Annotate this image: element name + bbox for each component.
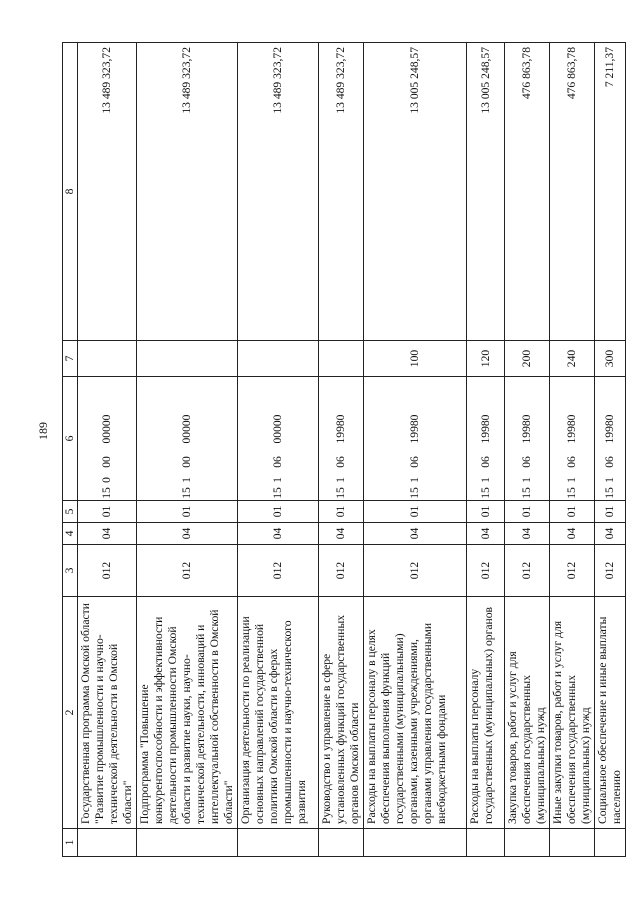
row-index-cell	[319, 829, 364, 857]
table-row	[78, 43, 137, 857]
code-program: 15	[520, 487, 533, 499]
section-code: 04	[364, 523, 467, 545]
header-col-8: 8	[63, 43, 78, 341]
row-index-cell	[550, 829, 595, 857]
admin-code: 012	[319, 545, 364, 597]
code-subprogram: 1	[180, 477, 193, 483]
section-code: 04	[78, 523, 137, 545]
header-col-5: 5	[63, 501, 78, 523]
code-direction: 19980	[334, 414, 347, 444]
section-code: 04	[505, 523, 550, 545]
table-row	[364, 43, 467, 857]
target-article-code	[550, 377, 595, 501]
header-col-2: 2	[63, 597, 78, 829]
code-direction: 19980	[565, 414, 578, 444]
table-row	[238, 43, 319, 857]
code-subprogram: 1	[478, 477, 492, 483]
section-code: 04	[467, 523, 505, 545]
section-code: 04	[319, 523, 364, 545]
row-name: Иные закупки товаров, работ и услуг для обеспечения государственных (муниципальных) нужд	[550, 597, 595, 829]
code-direction: 00000	[180, 414, 193, 444]
header-col-3: 3	[63, 545, 78, 597]
code-event: 06	[478, 456, 492, 468]
expense-type-code	[78, 341, 137, 377]
subsection-code: 01	[595, 501, 626, 523]
rotated-table-wrapper	[62, 43, 623, 857]
admin-code: 012	[550, 545, 595, 597]
row-index-cell	[78, 829, 137, 857]
table-row	[319, 43, 364, 857]
code-event: 06	[271, 456, 284, 468]
code-direction: 00000	[271, 414, 284, 444]
code-program: 15	[565, 487, 578, 499]
code-event: 00	[100, 456, 113, 468]
amount: 476 863,78	[505, 43, 550, 341]
target-article-code	[238, 377, 319, 501]
code-event: 06	[520, 456, 533, 468]
code-program: 15	[180, 487, 193, 499]
code-event: 06	[603, 456, 616, 468]
target-article-code	[364, 377, 467, 501]
row-name: Расходы на выплаты персоналу государственных (муниципальных) органов	[467, 597, 505, 829]
subsection-code: 01	[137, 501, 238, 523]
code-event: 06	[334, 456, 347, 468]
subsection-code: 01	[467, 501, 505, 523]
expense-type-code	[238, 341, 319, 377]
header-col-1: 1	[63, 829, 78, 857]
code-subprogram: 1	[565, 477, 578, 483]
table-row	[550, 43, 595, 857]
row-name: Закупка товаров, работ и услуг для обеспечения государственных (муниципальных) нужд	[505, 597, 550, 829]
expense-type-code	[319, 341, 364, 377]
amount: 13 489 323,72	[319, 43, 364, 341]
subsection-code: 01	[319, 501, 364, 523]
code-subprogram: 1	[334, 477, 347, 483]
code-direction: 19980	[603, 414, 616, 444]
code-program: 15	[334, 487, 347, 499]
expense-type-code	[137, 341, 238, 377]
row-index-cell	[595, 829, 626, 857]
code-program: 15	[100, 487, 113, 499]
subsection-code: 01	[505, 501, 550, 523]
target-article-code	[595, 377, 626, 501]
target-article-code	[319, 377, 364, 501]
code-program: 15	[603, 487, 616, 499]
table-row	[595, 43, 626, 857]
code-program: 15	[478, 487, 492, 499]
row-index-cell	[238, 829, 319, 857]
section-code: 04	[238, 523, 319, 545]
amount: 13 489 323,72	[238, 43, 319, 341]
row-name: Государственная программа Омской области "Развитие промышленности и научно-технической деятельности в Омской области"	[78, 597, 137, 829]
target-article-code	[505, 377, 550, 501]
section-code: 04	[550, 523, 595, 545]
code-event: 00	[180, 456, 193, 468]
admin-code: 012	[238, 545, 319, 597]
amount: 13 005 248,57	[364, 43, 467, 341]
page-number: 189	[36, 422, 50, 440]
admin-code: 012	[467, 545, 505, 597]
code-program: 15	[271, 487, 284, 499]
admin-code: 012	[137, 545, 238, 597]
subsection-code: 01	[238, 501, 319, 523]
table-row	[505, 43, 550, 857]
budget-table	[62, 42, 626, 857]
expense-type-code: 300	[595, 341, 626, 377]
section-code: 04	[595, 523, 626, 545]
admin-code: 012	[505, 545, 550, 597]
code-event: 06	[565, 456, 578, 468]
row-index-cell	[137, 829, 238, 857]
row-name: Организация деятельности по реализации основных направлений государственной политики Омской области в сферах промышленности и научно-технического развития	[238, 597, 319, 829]
amount: 7 211,37	[595, 43, 626, 341]
amount: 476 863,78	[550, 43, 595, 341]
code-event: 06	[408, 456, 421, 468]
header-col-7: 7	[63, 341, 78, 377]
row-name: Расходы на выплаты персоналу в целях обеспечения выполнения функций государственными (муниципальными) органами, казенными учреждениями, органами управления государственными внебюджетными фондами	[364, 597, 467, 829]
row-index-cell	[467, 829, 505, 857]
expense-type-code: 240	[550, 341, 595, 377]
expense-type-code: 200	[505, 341, 550, 377]
target-article-code	[137, 377, 238, 501]
code-direction: 19980	[520, 414, 533, 444]
admin-code: 012	[364, 545, 467, 597]
header-row	[63, 43, 78, 857]
table-row	[467, 43, 505, 857]
expense-type-code: 120	[467, 341, 505, 377]
code-program: 15	[408, 487, 421, 499]
amount: 13 489 323,72	[78, 43, 137, 341]
code-direction: 19980	[408, 414, 421, 444]
code-subprogram: 1	[271, 477, 284, 483]
row-index-cell	[505, 829, 550, 857]
target-article-code	[78, 377, 137, 501]
amount: 13 489 323,72	[137, 43, 238, 341]
section-code: 04	[137, 523, 238, 545]
row-name: Подпрограмма "Повышение конкурентоспособности и эффективности деятельности промышленности Омской области и развитие науки, научно-технической деятельности, инноваций и интеллектуальной собственности в Омской области"	[137, 597, 238, 829]
admin-code: 012	[595, 545, 626, 597]
admin-code: 012	[78, 545, 137, 597]
expense-type-code: 100	[364, 341, 467, 377]
row-index-cell	[364, 829, 467, 857]
row-name: Социальное обеспечение и иные выплаты населению	[595, 597, 626, 829]
code-direction: 19980	[478, 414, 492, 444]
code-subprogram: 1	[603, 477, 616, 483]
code-subprogram: 1	[408, 477, 421, 483]
amount: 13 005 248,57	[467, 43, 505, 341]
row-name: Руководство и управление в сфере установленных функций государственных органов Омской области	[319, 597, 364, 829]
code-direction: 00000	[100, 414, 113, 444]
code-subprogram: 1	[520, 477, 533, 483]
subsection-code: 01	[78, 501, 137, 523]
table-row	[137, 43, 238, 857]
subsection-code: 01	[364, 501, 467, 523]
header-col-6: 6	[63, 377, 78, 501]
code-subprogram: 0	[100, 477, 113, 483]
subsection-code: 01	[550, 501, 595, 523]
target-article-code	[467, 377, 505, 501]
header-col-4: 4	[63, 523, 78, 545]
